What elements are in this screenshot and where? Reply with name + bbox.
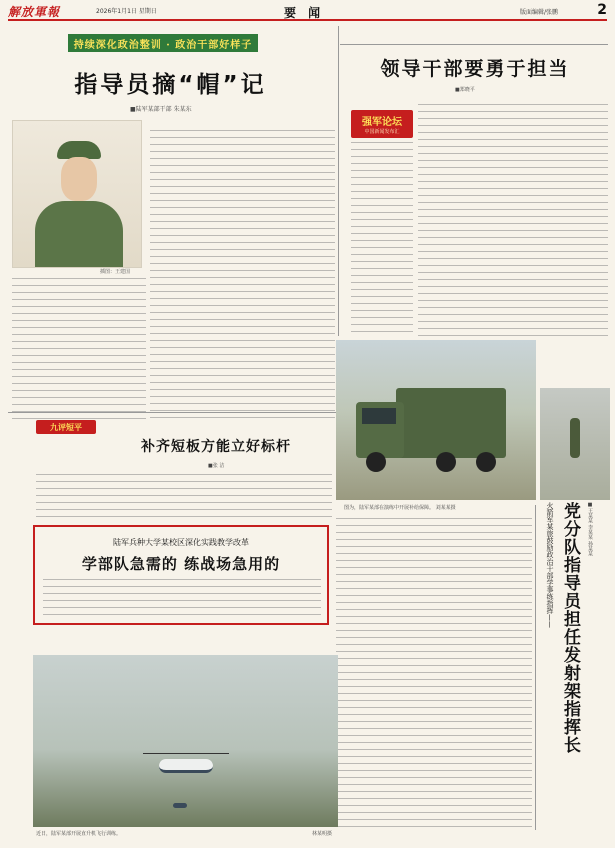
article-byline: ■郑晓平: [455, 87, 475, 93]
page-number: 2: [597, 2, 607, 18]
rotor-shape: [143, 753, 229, 754]
article-headline[interactable]: 学部队急需的 练战场急用的: [81, 555, 281, 573]
article-body-text: [43, 579, 321, 621]
editor-credit: 版面编辑/张鹏: [520, 9, 559, 16]
military-truck-icon: [336, 340, 536, 500]
uniform-shape: [35, 201, 123, 268]
article-body-text: [351, 142, 413, 337]
photo-caption: 图为，陆军某部在演练中开展补给保障。 刘某某摄: [344, 505, 456, 511]
article-body-text: [36, 474, 332, 520]
article-body-text: [418, 104, 608, 337]
forum-tag: [351, 110, 413, 138]
column-banner: [68, 34, 258, 52]
article-headline[interactable]: 指导员摘“帽”记: [74, 72, 267, 98]
article-kicker: 火箭军某旅鼓励政治干部学事练指挥——: [546, 502, 554, 628]
truck-wheel: [436, 452, 456, 472]
article-headline[interactable]: 党分队指导员担任发射架指挥长: [560, 502, 580, 754]
soldier-shape: [570, 418, 580, 458]
helicopter-icon: [33, 655, 338, 827]
photo-credit: 林某明摄: [312, 831, 333, 837]
article-byline: ■王某某 李某某 孙某某: [587, 502, 593, 557]
section-divider: [8, 412, 336, 413]
vertical-article[interactable]: [540, 502, 610, 822]
commentary-tag: [36, 420, 96, 434]
article-headline[interactable]: 补齐短板方能立好标杆: [141, 439, 291, 455]
commentary-tag-text: 九评短平: [50, 423, 82, 432]
face-shape: [61, 157, 97, 201]
truck-cargo: [396, 388, 506, 458]
article-byline: ■张 洁: [208, 463, 225, 469]
feature-article-box[interactable]: [33, 525, 329, 625]
officer-portrait-icon: [12, 120, 142, 268]
article-body-text: [336, 518, 532, 828]
illustration-credit: 插图：王建国: [100, 269, 131, 275]
publication-date: 2026年1月1日 星期日: [96, 8, 157, 15]
section-divider: [340, 44, 608, 45]
truck-wheel: [366, 452, 386, 472]
forum-tag-subtitle: 中国新闻发布汇: [364, 129, 400, 135]
article-kicker: 陆军兵种大学某校区深化实践教学改革: [113, 538, 249, 547]
photo-caption: 近日，陆军某部开展直升机飞行训练。: [36, 831, 122, 837]
masthead: [8, 3, 607, 21]
article-headline[interactable]: 领导干部要勇于担当: [380, 58, 570, 80]
truck-wheel: [476, 452, 496, 472]
article-byline: ■陆军某部干部 朱某东: [130, 106, 192, 113]
section-title: 要 闻: [284, 6, 325, 20]
helicopter-shape: [159, 759, 213, 773]
column-divider: [338, 26, 339, 336]
article-body-text: [12, 278, 146, 420]
article-body-text: [150, 130, 335, 420]
forum-tag-title: 强军论坛: [362, 117, 402, 128]
small-helicopter-shape: [173, 803, 187, 808]
soldier-figure-icon: [540, 388, 610, 500]
column-banner-text: 持续深化政治整训 · 政治干部好样子: [73, 40, 253, 51]
newspaper-logo: 解放軍報: [8, 5, 61, 19]
column-divider: [535, 505, 536, 830]
truck-window: [362, 408, 396, 424]
